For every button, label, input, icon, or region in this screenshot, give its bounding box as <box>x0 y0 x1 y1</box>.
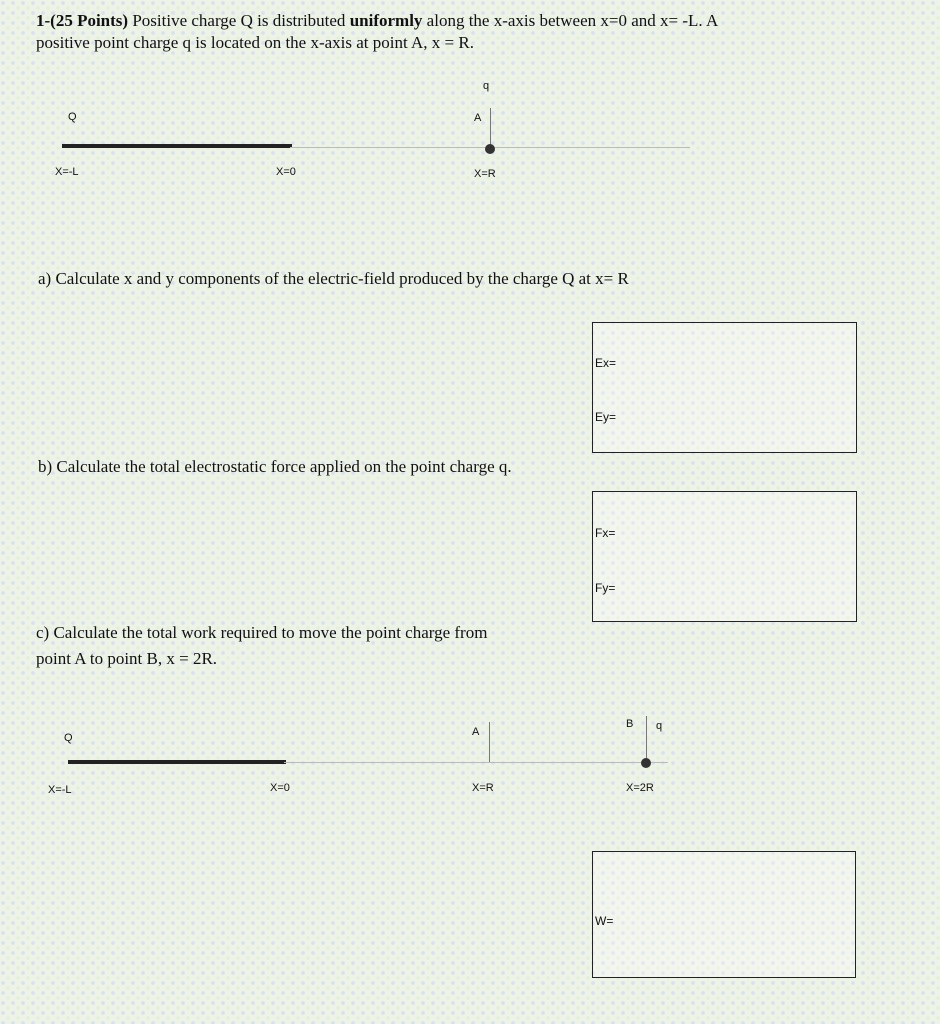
point-B-label: B <box>626 718 634 730</box>
x-axis-line-2 <box>284 762 668 763</box>
problem-number: 1-(25 Points) <box>36 11 129 30</box>
fx-label: Fx= <box>595 526 616 540</box>
point-A-label: A <box>474 112 482 124</box>
intro-emphasis: uniformly <box>349 11 423 30</box>
charge-Q-label-2: Q <box>64 732 73 744</box>
charge-q-label-2: q <box>656 720 663 732</box>
tick-x-minus-L-2: X=-L <box>48 784 72 796</box>
tick-x-minus-L: X=-L <box>55 166 79 178</box>
problem-header <box>36 10 718 32</box>
tick-x-zero: X=0 <box>276 166 296 178</box>
intro-text-b: along the x-axis between x=0 and x= -L. A <box>426 11 719 30</box>
point-charge-q-2 <box>641 758 651 768</box>
part-b-question: b) Calculate the total electrostatic force applied on the point charge q. <box>38 457 512 476</box>
intro-text-a: Positive charge Q is distributed <box>132 11 346 30</box>
charged-rod <box>62 144 292 148</box>
tick-x-R-2: X=R <box>472 782 494 794</box>
part-b-answer-box[interactable] <box>592 491 857 622</box>
charged-rod-2 <box>68 760 286 764</box>
intro-line-2: positive point charge q is located on the x-axis at point A, x = R. <box>36 33 474 52</box>
part-a-question: a) Calculate x and y components of the electric-field produced by the charge Q at x= R <box>38 269 629 288</box>
part-c-question-line-1: c) Calculate the total work required to move the point charge from <box>36 623 488 642</box>
point-B-marker <box>646 716 647 760</box>
point-A-marker-2 <box>489 722 490 762</box>
point-A-label-2: A <box>472 726 480 738</box>
ey-label: Ey= <box>595 410 617 424</box>
tick-x-zero-2: X=0 <box>270 782 290 794</box>
charge-q-label: q <box>483 80 490 92</box>
fy-label: Fy= <box>595 581 616 595</box>
w-label: W= <box>595 914 614 928</box>
tick-x-2R: X=2R <box>626 782 654 794</box>
charge-Q-label: Q <box>68 111 77 123</box>
part-c-answer-box[interactable] <box>592 851 856 978</box>
part-a-answer-box[interactable] <box>592 322 857 453</box>
part-c-question-line-2: point A to point B, x = 2R. <box>36 649 218 668</box>
ex-label: Ex= <box>595 356 617 370</box>
tick-x-R: X=R <box>474 168 496 180</box>
point-charge-q <box>485 144 495 154</box>
point-A-marker <box>490 108 491 146</box>
